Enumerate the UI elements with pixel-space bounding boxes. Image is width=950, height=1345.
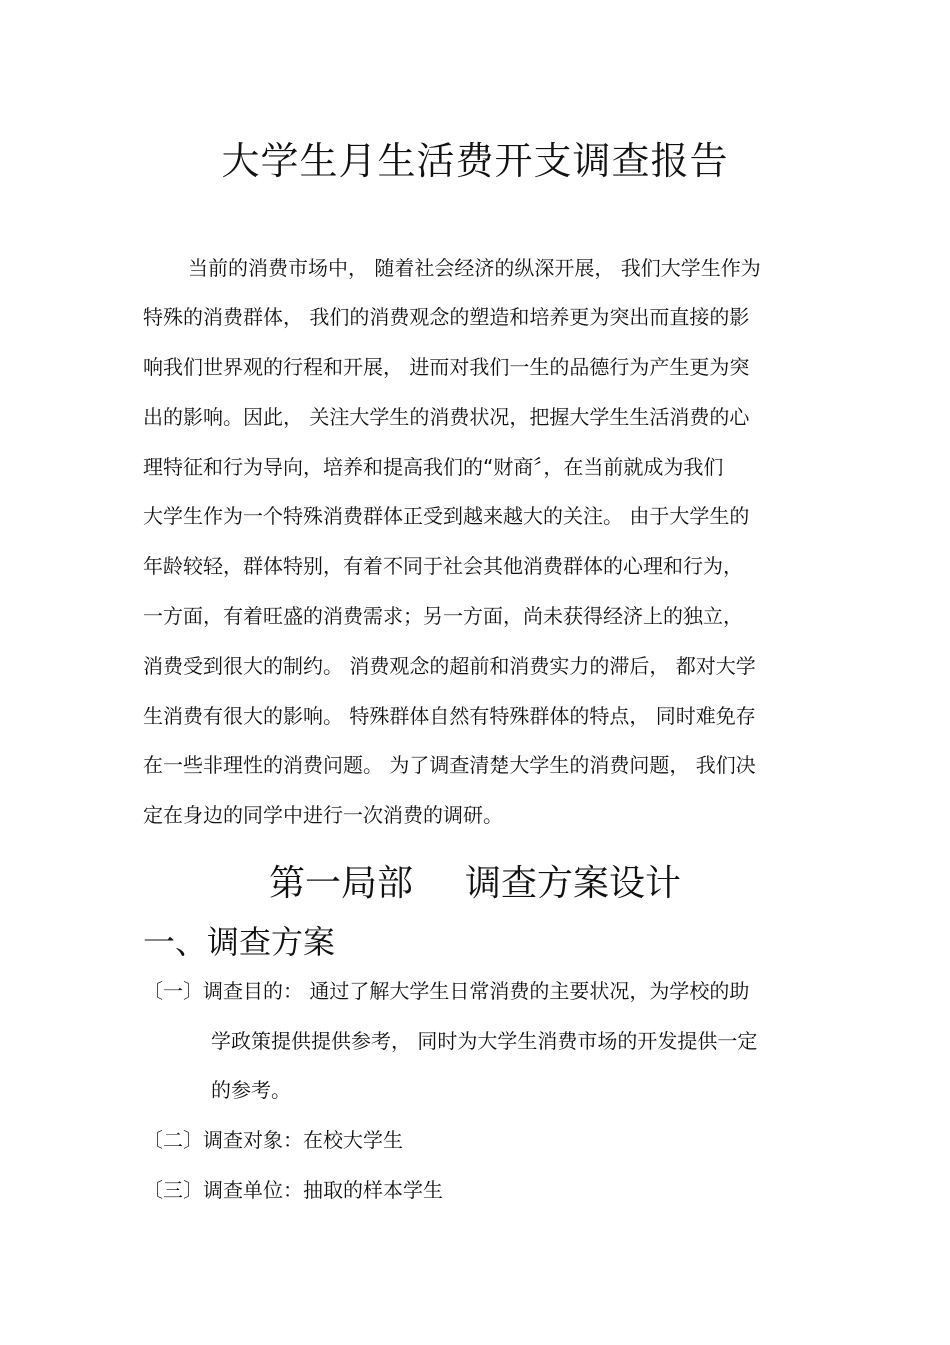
intro-line: 理特征和行为导向，培养和提高我们的“财商〞，在当前就成为我们 (143, 455, 724, 479)
intro-line: 消费受到很大的制约。 消费观念的超前和消费实力的滞后， 都对大学 (143, 654, 756, 678)
intro-line: 特殊的消费群体， 我们的消费观念的塑造和培养更为突出而直接的影 (143, 305, 750, 329)
intro-line: 在一些非理性的消费问题。 为了调查清楚大学生的消费问题， 我们决 (143, 753, 756, 777)
subsection-heading: 一、调查方案 (143, 923, 336, 961)
intro-line: 定在身边的同学中进行一次消费的调研。 (143, 803, 503, 827)
list-item: 〔一〕调查目的： 通过了解大学生日常消费的主要状况，为学校的助 (143, 979, 750, 1003)
intro-line: 生消费有很大的影响。 特殊群体自然有特殊群体的特点， 同时难免存 (143, 704, 756, 728)
intro-line: 出的影响。因此， 关注大学生的消费状况，把握大学生生活消费的心 (143, 405, 750, 429)
list-item: 〔三〕调查单位：抽取的样本学生 (143, 1178, 443, 1202)
intro-line: 一方面，有着旺盛的消费需求；另一方面，尚未获得经济上的独立， (143, 604, 743, 628)
section-heading (0, 855, 950, 906)
list-item-continuation: 学政策提供提供参考， 同时为大学生消费市场的开发提供一定 (211, 1029, 758, 1053)
section-heading-number: 第一局部 (268, 863, 413, 904)
intro-line: 响我们世界观的行程和开展， 进而对我们一生的品德行为产生更为突 (143, 355, 750, 379)
list-item-continuation: 的参考。 (211, 1078, 291, 1102)
section-heading-title: 调查方案设计 (465, 863, 682, 904)
intro-line: 当前的消费市场中， 随着社会经济的纵深开展， 我们大学生作为 (188, 256, 761, 280)
list-item: 〔二〕调查对象：在校大学生 (143, 1128, 403, 1152)
intro-line: 大学生作为一个特殊消费群体正受到越来越大的关注。 由于大学生的 (143, 504, 750, 528)
document-title: 大学生月生活费开支调查报告 (221, 139, 729, 183)
intro-line: 年龄较轻，群体特别，有着不同于社会其他消费群体的心理和行为， (143, 554, 743, 578)
